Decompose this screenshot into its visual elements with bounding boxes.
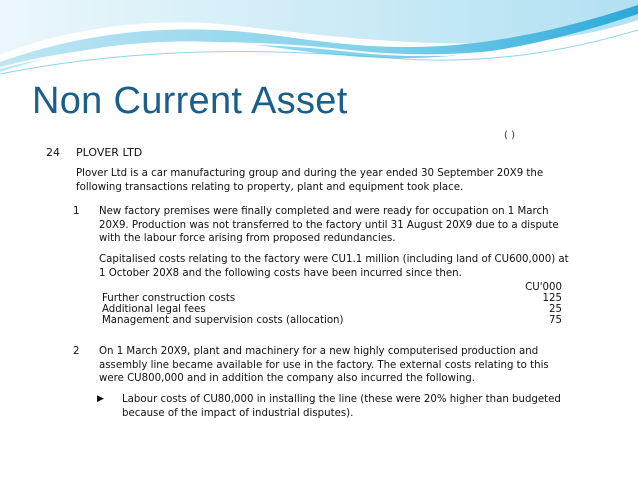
company-name: PLOVER LTD bbox=[76, 146, 143, 159]
cut-off-text: ( ) bbox=[504, 130, 515, 141]
intro-paragraph: Plover Ltd is a car manufacturing group and during the year ended 30 September 20X9 the following transactions relating to property, plant and equipment took place. bbox=[76, 168, 544, 193]
cost-label: Management and supervision costs (allocation) bbox=[102, 315, 344, 326]
cost-row bbox=[102, 315, 562, 326]
cost-row bbox=[102, 304, 562, 315]
cost-value: 125 bbox=[542, 293, 562, 304]
unit-header: CU'000 bbox=[525, 282, 562, 293]
cost-table bbox=[102, 282, 562, 326]
item-2-number: 2 bbox=[73, 346, 80, 357]
item-2-bullet: Labour costs of CU80,000 in installing the line (these were 20% higher than budgeted because of the impact of industrial disputes). bbox=[122, 394, 561, 419]
cost-value: 25 bbox=[549, 304, 562, 315]
question-header bbox=[46, 146, 142, 160]
cost-label: Further construction costs bbox=[102, 293, 236, 304]
document-excerpt bbox=[34, 130, 578, 437]
bullet-arrow-icon: ▶ bbox=[97, 394, 104, 404]
item-1-number: 1 bbox=[73, 206, 80, 217]
cost-row bbox=[102, 293, 562, 304]
cost-value: 75 bbox=[549, 315, 562, 326]
header-wave-decoration bbox=[0, 0, 638, 80]
item-1-text: New factory premises were finally completed and were ready for occupation on 1 March 20X9. Production was not transferred to the factory until 31 August 20X9 due to a dispute with the labour force arising from proposed redundancies. bbox=[99, 206, 559, 244]
slide-title: Non Current Asset bbox=[32, 80, 348, 122]
item-1-costs-intro: Capitalised costs relating to the factory were CU1.1 million (including land of CU600,000) at 1 October 20X8 and the following costs have been incurred since then. bbox=[99, 254, 569, 279]
cost-label: Additional legal fees bbox=[102, 304, 206, 315]
cost-table-header bbox=[102, 282, 562, 293]
question-number: 24 bbox=[46, 146, 60, 159]
item-2-text: On 1 March 20X9, plant and machinery for a new highly computerised production and assembly line became available for use in the factory. The external costs relating to this were CU800,000 and in addition the company also incurred the following. bbox=[99, 346, 549, 384]
